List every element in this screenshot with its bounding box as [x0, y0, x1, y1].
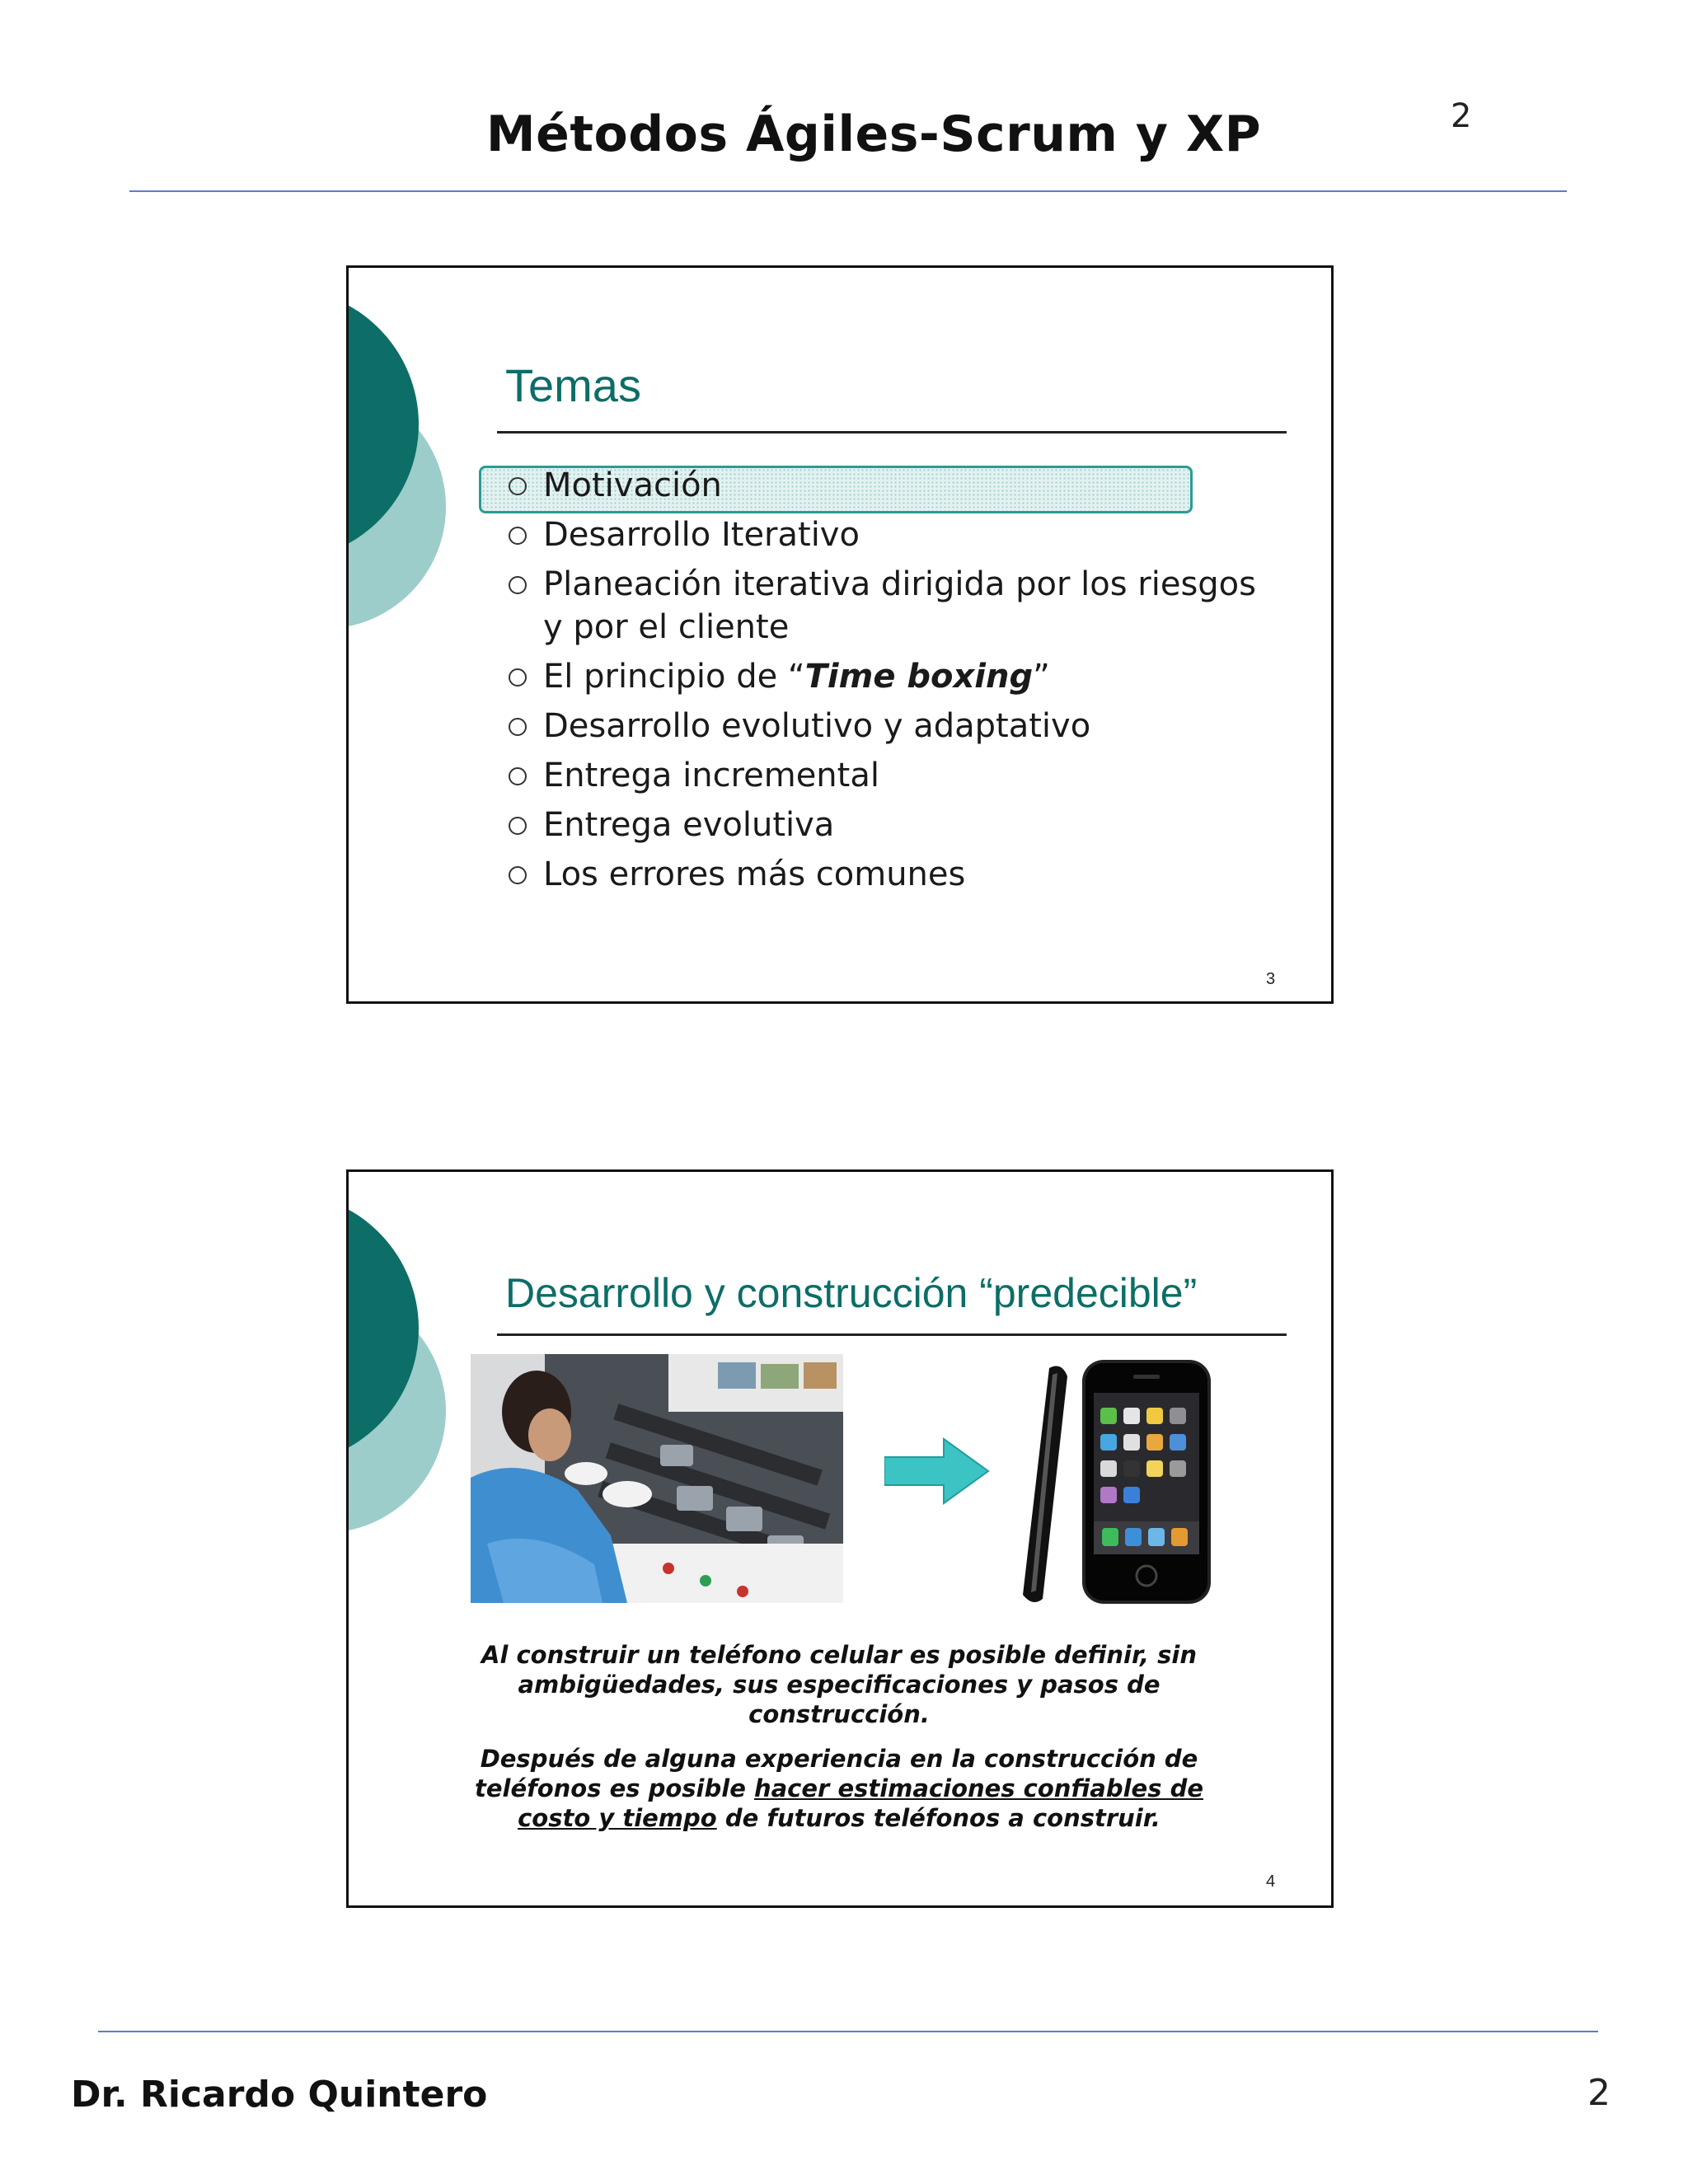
bullet-circle-icon — [509, 527, 527, 545]
caption-text: de futuros teléfonos a construir. — [716, 1804, 1160, 1832]
list-item-label: Motivación — [543, 466, 722, 504]
list-item-label: Desarrollo evolutivo y adaptativo — [543, 707, 1091, 745]
caption-estimates — [448, 1744, 1231, 1833]
slide-temas — [346, 265, 1334, 1004]
list-item — [505, 464, 1264, 507]
list-item-label: Planeación iterativa dirigida por los riesgos y por el cliente — [543, 565, 1256, 646]
header-rule — [129, 190, 1567, 192]
list-item — [505, 563, 1264, 649]
bullet-circle-icon — [509, 718, 527, 736]
bullet-circle-icon — [509, 866, 527, 884]
footer-page-number: 2 — [1587, 2072, 1611, 2114]
slide-desarrollo — [346, 1169, 1334, 1908]
caption-spec: Al construir un teléfono celular es posible definir, sin ambigüedades, sus especificaciones y pasos de construcción. — [481, 1641, 1197, 1728]
list-item-label: Los errores más comunes — [543, 855, 966, 893]
bullet-circle-icon — [509, 817, 527, 835]
page-title: Métodos Ágiles-Scrum y XP — [485, 105, 1262, 163]
slide-heading-rule — [497, 431, 1287, 434]
slide-heading-rule — [497, 1333, 1287, 1336]
slide-heading: Desarrollo y construcción “predecible” — [505, 1270, 1198, 1316]
list-item — [505, 705, 1264, 748]
list-item — [505, 853, 1264, 896]
list-item-label: Entrega evolutiva — [543, 806, 835, 844]
list-item — [505, 655, 1264, 698]
topic-list — [505, 464, 1264, 902]
footer-rule — [98, 2031, 1598, 2032]
arrow-right-icon — [884, 1434, 992, 1508]
list-item — [505, 513, 1264, 556]
list-item-suffix: ” — [1033, 658, 1050, 696]
page-number-top: 2 — [1451, 97, 1472, 135]
list-item-label: Desarrollo Iterativo — [543, 516, 860, 554]
caption-text: Después de alguna experiencia en la construcción de teléfonos es posible — [474, 1745, 1198, 1802]
footer-author: Dr. Ricardo Quintero — [71, 2074, 488, 2116]
factory-photo — [471, 1354, 843, 1603]
slide-decoration — [349, 268, 464, 680]
slide-number: 3 — [1266, 970, 1276, 988]
list-item-label: Entrega incremental — [543, 757, 879, 794]
phone-image — [1000, 1360, 1214, 1607]
bullet-circle-icon — [509, 477, 527, 495]
bullet-circle-icon — [509, 767, 527, 785]
slide-number: 4 — [1266, 1872, 1276, 1891]
list-item — [505, 804, 1264, 846]
slide-heading: Temas — [505, 359, 641, 411]
list-item-prefix: El principio de “ — [543, 658, 805, 696]
slide-decoration — [349, 1172, 464, 1584]
list-item — [505, 754, 1264, 797]
bullet-circle-icon — [509, 668, 527, 687]
caption-underlined: hacer estimaciones confiables de costo y tiempo — [518, 1774, 1203, 1832]
list-item-emphasis: Time boxing — [804, 658, 1034, 696]
bullet-circle-icon — [509, 576, 527, 594]
